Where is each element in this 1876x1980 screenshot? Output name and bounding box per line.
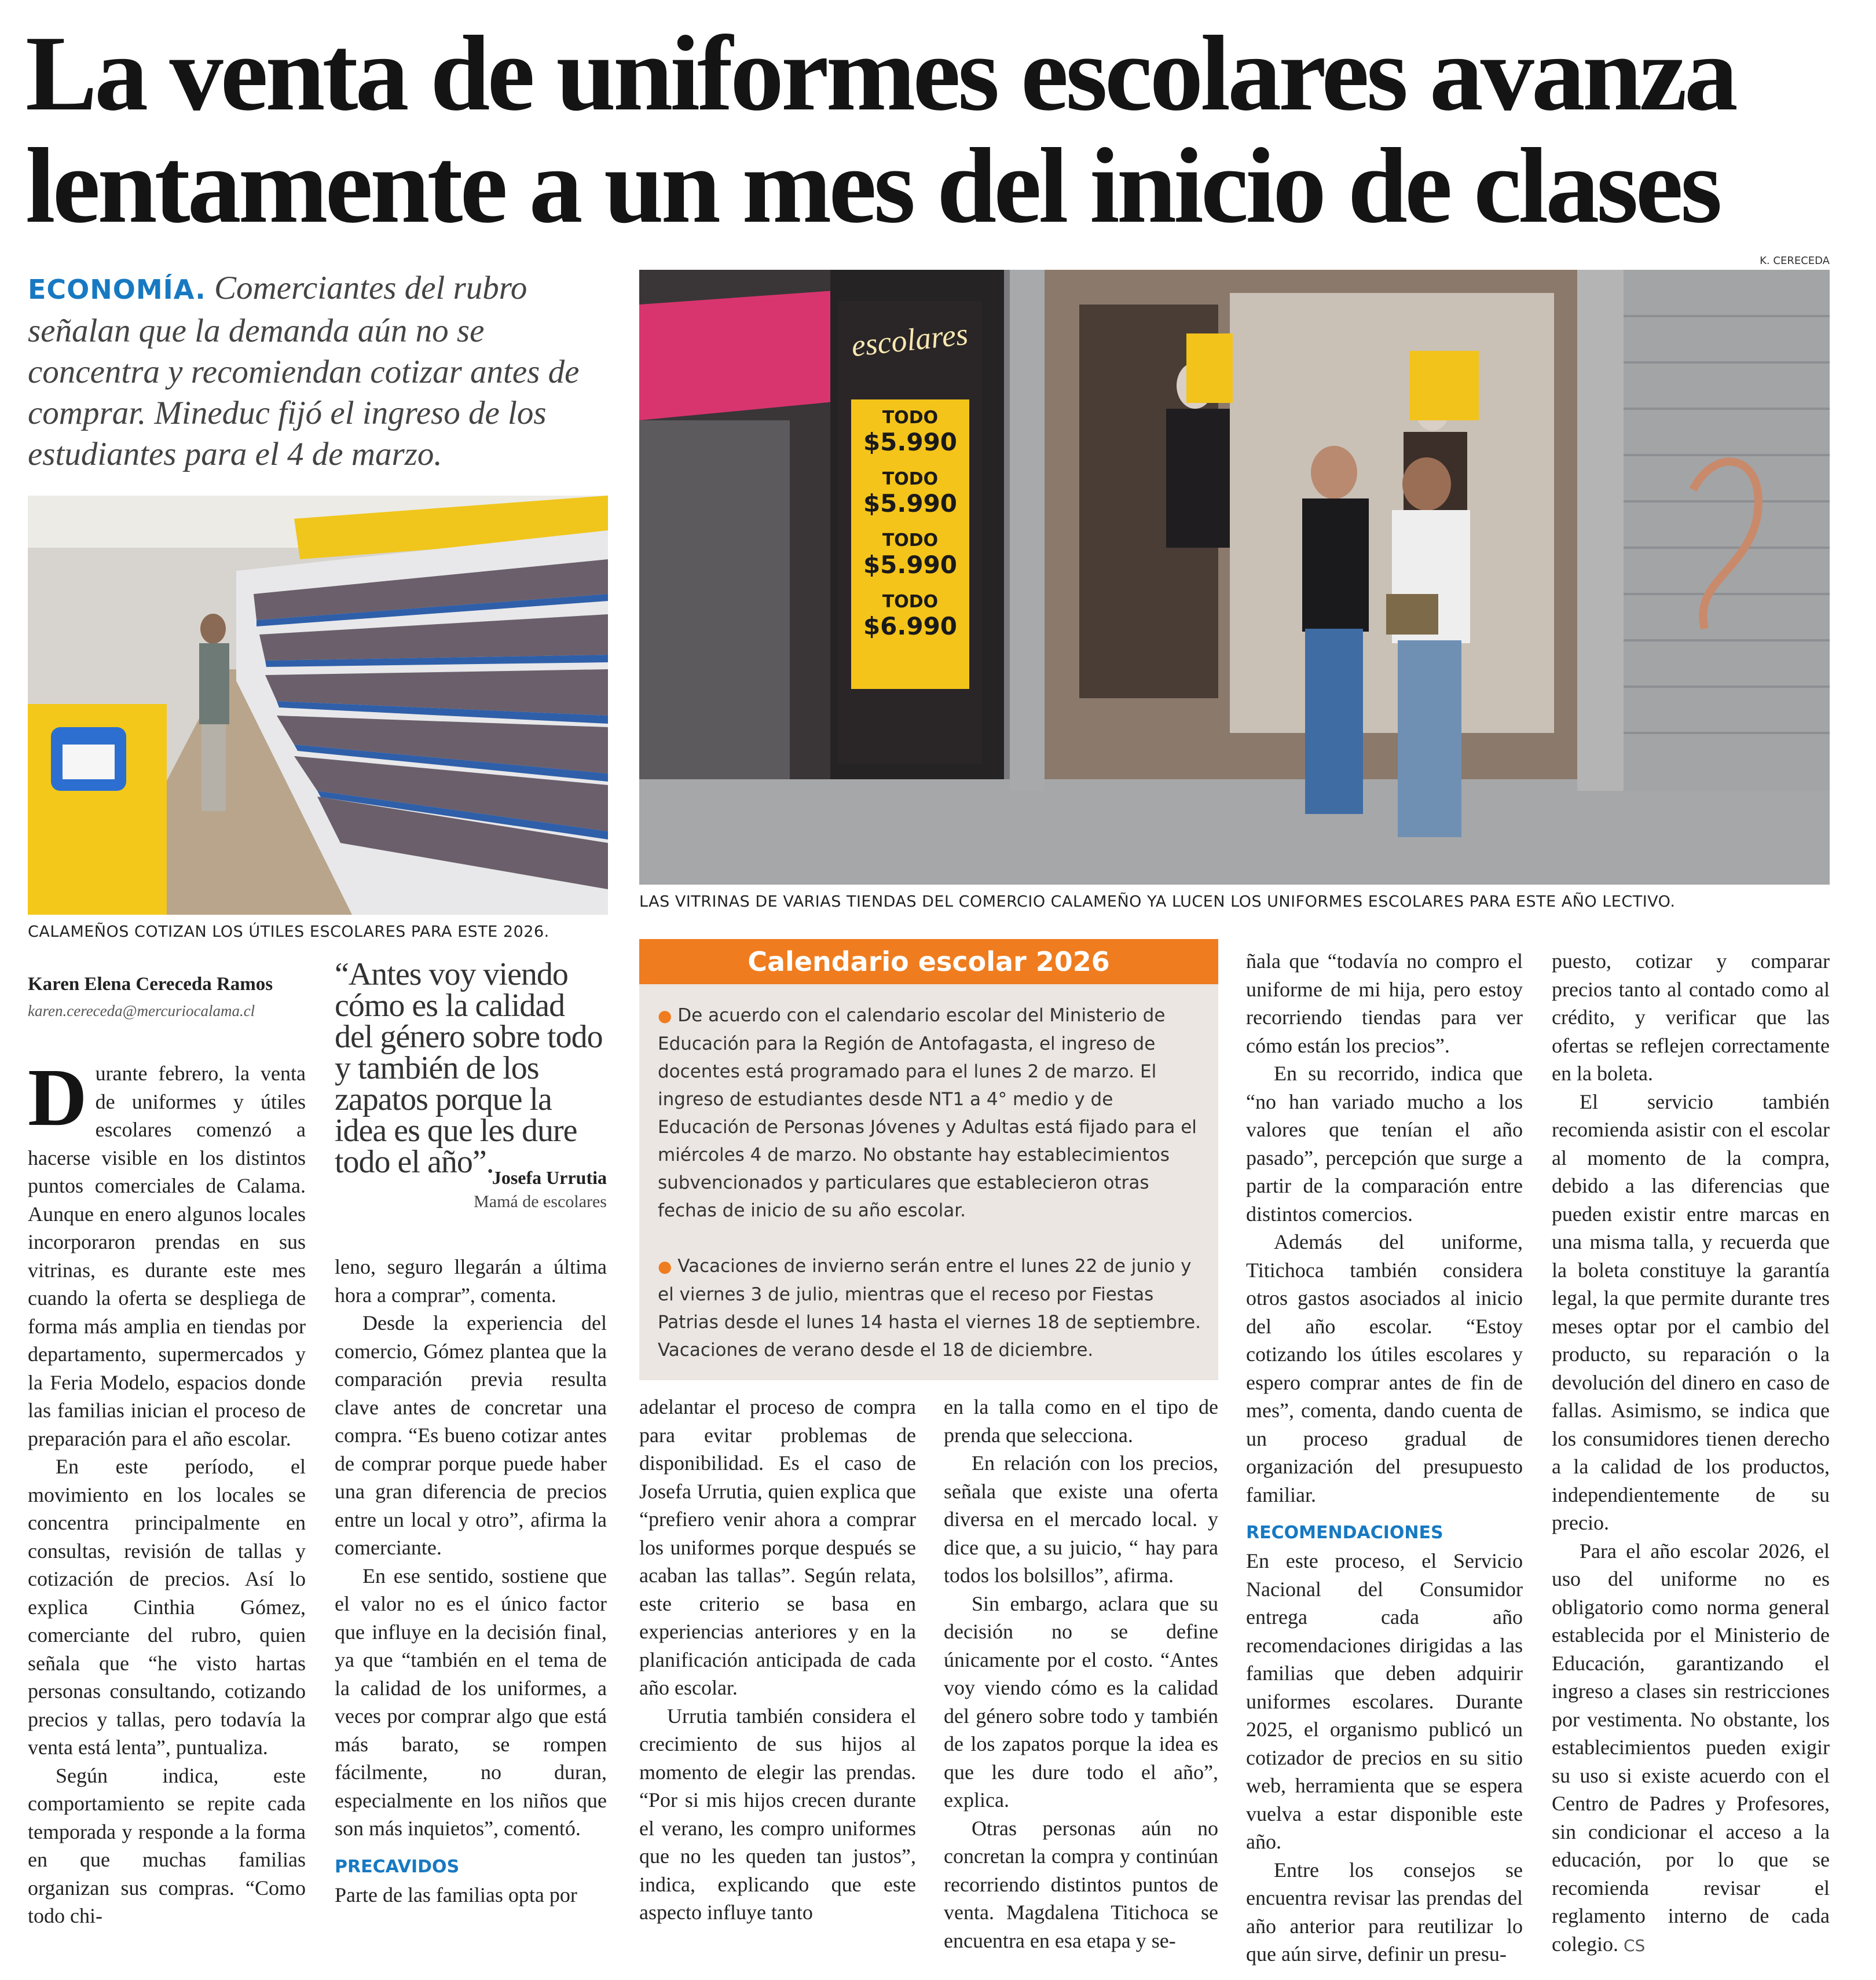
paragraph-text: urante febrero, la venta de uniformes y útiles escolares comenzó a hacerse visible en los distintos puntos comerciales de Calama. Aunque en enero algunos locales incorporaron prendas en sus vitrinas, es durante este mes cuando la oferta se despliega de forma más amplia en tiendas por departamento, supermercados y la Feria Modelo, espacios donde las familias inician el proceso de preparación para el año escolar. [28,1062,306,1450]
sign-item-price: $5.990 [863,489,958,518]
price-sign [837,301,982,764]
sign-item-label: TODO [882,408,939,428]
article-column-3 [639,1393,916,1927]
article-paragraph: ñala que “todavía no compro el uniforme de mi hija, pero estoy recorriendo tiendas para ver cómo están los precios”. [1246,949,1523,1057]
article-paragraph [1552,1537,1830,1960]
article-paragraph: En ese sentido, sostiene que el valor no es el único factor que influye en la decisión final, ya que “también en el tema de la calidad de los uniformes, a veces por comprar algo que está más barato, se rompen fácilmente, no duran, especialmente en los niños que son más inquietos”, comentó. [335,1564,607,1840]
photo-credit: K. CERECEDA [1760,255,1830,267]
calendar-box-title: Calendario escolar 2026 [639,939,1218,984]
byline [28,974,323,1020]
article-paragraph: Sin embargo, aclara que su decisión no se define únicamente por el costo. “Antes voy viendo cómo es la calidad del género sobre todo y también de los zapatos porque la idea es que les dure todo el año”, explica. [944,1592,1218,1812]
article-paragraph: Otras personas aún no concretan la compra y continúan recorriendo distintos puntos de venta. Magdalena Titichoca se encuentra en esa etapa y se- [944,1816,1218,1952]
pull-quote-attribution [335,1167,607,1212]
article-column-1 [28,1051,306,1930]
article-paragraph: En relación con los precios, señala que existe una oferta diversa en el mercado local. y dice que, a su juicio, “ hay para todos los bolsillos”, afirma. [944,1451,1218,1587]
sign-item-price: $6.990 [863,612,958,640]
bullet-icon: ● [658,1257,672,1276]
lead-text: Comerciantes del rubro señalan que la demanda aún no se concentra y recomiendan cotizar antes de comprar. Mineduc fijó el ingreso de los estudiantes para el 4 de marzo. [28,270,580,472]
lead-paragraph [28,267,613,475]
calendar-text: De acuerdo con el calendario escolar del Ministerio de Educación para la Región de Antofagasta, el ingreso de docentes está programado para el lunes 2 de marzo. El ingreso de estudiantes desde NT1 a 4° medio y de Educación de Personas Jóvenes y Adultas está fijado para el miércoles 4 de marzo. No obstante hay establecimientos subvencionados y particulares que establecieron otras fechas de inicio de su año escolar. [658,1005,1197,1221]
quote-author-role: Mamá de escolares [474,1192,607,1211]
left-photo-caption: CALAMEÑOS COTIZAN LOS ÚTILES ESCOLARES PARA ESTE 2026. [28,923,549,941]
article-paragraph: Parte de las familias opta por [335,1883,577,1906]
article-paragraph [28,1051,306,1453]
article-paragraph: Entre los consejos se encuentra revisar las prendas del año anterior para reutilizar lo que aún sirve, definir un presu- [1246,1858,1523,1966]
article-paragraph: Además del uniforme, Titichoca también considera otros gastos asociados al inicio del año escolar. “Estoy cotizando los útiles escolares y espero comprar antes de fin de mes”, comenta, dando cuenta de un proceso gradual de organización del presupuesto familiar. [1246,1230,1523,1506]
article-paragraph: Desde la experiencia del comercio, Gómez plantea que la comparación previa resulta clave antes de concretar una compra. “Es bueno cotizar antes de comprar porque puede haber una gran diferencia de precios entre un local y otro”, afirma la comerciante. [335,1311,607,1559]
bullet-icon: ● [658,1006,672,1025]
calendar-box-body [639,984,1218,1364]
author-email[interactable]: karen.cereceda@mercuriocalama.cl [28,1002,255,1020]
storefront-photo [639,270,1830,885]
article-column-5 [1246,947,1523,1968]
pull-quote: “Antes voy viendo cómo es la calidad del género sobre todo y también de los zapatos porque la idea es que les dure todo el año”. [335,956,603,1180]
article-paragraph: en la talla como en el tipo de prenda que selecciona. [944,1395,1218,1447]
drop-cap: D [28,1051,87,1143]
article-paragraph: puesto, cotizar y comparar precios tanto al contado como al crédito, y verificar que las ofertas se reflejen correctamente en la boleta. [1552,949,1830,1085]
calendar-paragraph [658,1252,1202,1364]
article-paragraph: En este período, el movimiento en los locales se concentra principalmente en consultas, revisión de tallas y cotización de precios. Así lo explica Cinthia Gómez, comerciante del rubro, quien señala que “he visto hartas personas consultando, cotizando precios y tallas, pero todavía la venta está lenta”, puntualiza. [28,1455,306,1759]
end-mark: CS [1623,1935,1646,1955]
article-column-6 [1552,947,1830,1960]
calendar-text: Vacaciones de invierno serán entre el lunes 22 de junio y el viernes 3 de julio, mientras que el receso por Fiestas Patrias desde el lunes 14 hasta el viernes 18 de septiembre. Vacaciones de verano desde el 18 de diciembre. [658,1256,1201,1361]
article-paragraph: adelantar el proceso de compra para evitar problemas de disponibilidad. Es el caso de Josefa Urrutia, quien explica que “prefiero venir ahora a comprar los uniformes porque después se acaban las tallas”. Según relata, este criterio se basa en experiencias anteriores y en la planificación anticipada de cada año escolar. [639,1395,916,1699]
headline-line-1: La venta de uniformes escolares avanza [25,14,1735,133]
main-photo-caption: LAS VITRINAS DE VARIAS TIENDAS DEL COMERCIO CALAMEÑO YA LUCEN LOS UNIFORMES ESCOLARES PARA ESTE AÑO LECTIVO. [639,893,1676,911]
subhead-recomendaciones: RECOMENDACIONES [1246,1523,1443,1543]
school-supplies-photo [28,496,608,915]
article-paragraph: Urrutia también considera el crecimiento de sus hijos al momento de elegir las prendas. “Por si mis hijos crecen durante el verano, les compro uniformes que no les queden tan justos”, indica, explicando que este aspecto influye tanto [639,1704,916,1924]
article-paragraph: Según indica, este comportamiento se repite cada temporada y responde a la forma en que muchas familias organizan sus compras. “Como todo chi- [28,1763,306,1927]
author-name: Karen Elena Cereceda Ramos [28,974,273,995]
section-kicker: ECONOMÍA. [28,274,206,305]
article-column-4 [944,1393,1218,1955]
sign-item-label: TODO [882,530,939,551]
paragraph-text: Para el año escolar 2026, el uso del uniforme no es obligatorio como norma general establecida por el Ministerio de Educación, garantizando el ingreso a clases sin restricciones por vestimenta. No obstante, los establecimientos pueden exigir su uso si existe acuerdo con el Centro de Padres y Profesores, sin condicionar el acceso a la educación, por lo que se recomienda revisar el reglamento interno de cada colegio. [1552,1539,1830,1956]
subhead-precavidos: PRECAVIDOS [335,1856,460,1877]
sign-item-price: $5.990 [863,551,958,579]
calendar-box [639,939,1218,1380]
sign-price-panel [851,399,969,689]
headline [25,14,1855,245]
article-column-2 [335,1253,607,1909]
sign-title: escolares [849,316,970,364]
article-paragraph: En este proceso, el Servicio Nacional del Consumidor entrega cada año recomendaciones dirigidas a las familias que deben adquirir uniformes escolares. Durante 2025, el organismo publicó un cotizador de precios en su sitio web, herramienta que se espera vuelva a estar disponible este año. [1246,1549,1523,1853]
sign-item-price: $5.990 [863,428,958,456]
quote-author: Josefa Urrutia [492,1167,607,1188]
article-paragraph: En su recorrido, indica que “no han variado mucho a los valores que tenían el año pasado”, percepción que surge a partir de la comparación entre distintos comercios. [1246,1062,1523,1226]
headline-line-2: lentamente a un mes del inicio de clases [25,126,1720,245]
sign-item-label: TODO [882,469,939,489]
article-paragraph: El servicio también recomienda asistir con el escolar al momento de la compra, debido a las diferencias que pueden existir entre marcas en una misma talla, y recuerda que la boleta constituye la garantía legal, la que permite durante tres meses optar por el cambio del producto, su reparación o la devolución del dinero en caso de fallas. Asimismo, se indica que los consumidores tienen derecho a la calidad de los productos, independientemente de su precio. [1552,1090,1830,1534]
sign-item-label: TODO [882,592,939,612]
calendar-paragraph [658,1002,1202,1224]
article-paragraph: leno, seguro llegarán a última hora a comprar”, comenta. [335,1255,607,1307]
